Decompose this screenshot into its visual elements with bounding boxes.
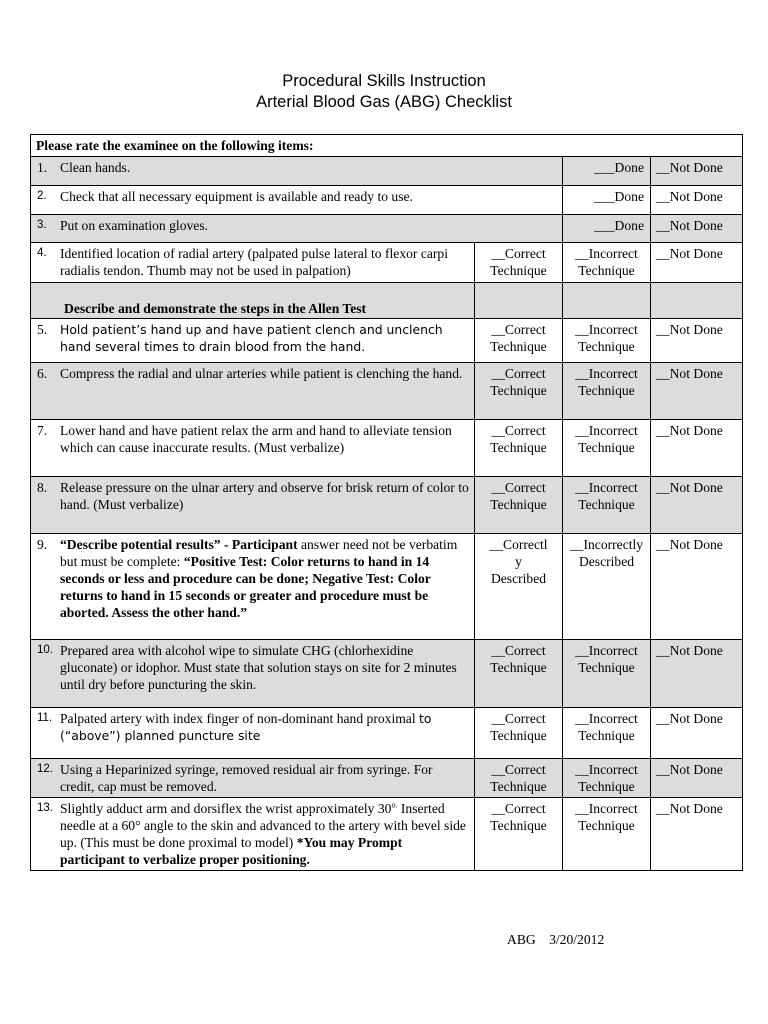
done-option[interactable]: ___Done <box>563 157 651 186</box>
item-text <box>31 186 563 215</box>
option-label: Technique <box>578 383 635 398</box>
title-line-1: Procedural Skills Instruction <box>282 72 486 90</box>
item-description: answer need not be verbatim but must be complete: <box>60 537 458 569</box>
option-label: __Correctl <box>489 537 548 552</box>
footer <box>507 932 604 948</box>
item-text <box>31 534 475 640</box>
not-done-option[interactable]: __Not Done <box>651 243 743 283</box>
incorrect-option[interactable] <box>563 319 651 363</box>
item-number: 8. <box>37 480 48 495</box>
incorrect-option[interactable] <box>563 534 651 640</box>
item-description: Check that all necessary equipment is available and ready to use. <box>60 189 413 204</box>
item-number: 12. <box>37 763 53 775</box>
option-label: Technique <box>578 497 635 512</box>
item-description-bold: “Describe potential results” - Participant <box>60 537 298 552</box>
item-description: Release pressure on the ulnar artery and observe for brisk return of color to hand. (Must verbalize) <box>60 480 469 512</box>
item-description: Hold patient’s hand up and have patient clench and unclench hand several times to drain blood from the hand. <box>60 322 443 354</box>
not-done-option[interactable]: __Not Done <box>651 157 743 186</box>
correct-option[interactable] <box>475 319 563 363</box>
item-description: Slightly adduct arm and dorsiflex the wrist approximately 30 <box>60 801 392 816</box>
correct-option[interactable] <box>475 243 563 283</box>
footer-date: 3/20/2012 <box>549 932 605 947</box>
item-text <box>31 798 475 871</box>
item-text <box>31 215 563 243</box>
option-label: Technique <box>490 383 547 398</box>
not-done-option[interactable]: __Not Done <box>651 186 743 215</box>
item-description-bold: *You may Prompt participant to verbalize proper positioning. <box>60 835 403 867</box>
option-label: __Correct <box>491 762 546 777</box>
checklist-table <box>30 134 743 871</box>
option-label: __Correct <box>491 366 546 381</box>
option-label: Technique <box>578 339 635 354</box>
item-text <box>31 319 475 363</box>
not-done-option[interactable]: __Not Done <box>651 319 743 363</box>
table-row <box>31 319 743 363</box>
item-text <box>31 640 475 708</box>
empty-cell <box>651 283 743 319</box>
option-label: Technique <box>490 339 547 354</box>
table-row <box>31 534 743 640</box>
option-label: Technique <box>490 728 547 743</box>
option-label: Technique <box>578 728 635 743</box>
item-description: Put on examination gloves. <box>60 218 209 233</box>
item-text <box>31 363 475 420</box>
not-done-option[interactable]: __Not Done <box>651 420 743 477</box>
incorrect-option[interactable] <box>563 363 651 420</box>
incorrect-option[interactable] <box>563 477 651 534</box>
item-text <box>31 708 475 759</box>
correct-option[interactable] <box>475 363 563 420</box>
item-description: Compress the radial and ulnar arteries while patient is clenching the hand. <box>60 366 463 381</box>
incorrect-option[interactable] <box>563 798 651 871</box>
option-label: __Correct <box>491 480 546 495</box>
item-description: Clean hands. <box>60 160 131 175</box>
item-number: 4. <box>37 247 47 259</box>
incorrect-option[interactable] <box>563 640 651 708</box>
option-label: Described <box>490 571 547 586</box>
option-label: __Incorrect <box>575 366 638 381</box>
incorrect-option[interactable] <box>563 420 651 477</box>
option-label: Technique <box>490 660 547 675</box>
not-done-option[interactable]: __Not Done <box>651 215 743 243</box>
item-description: Using a Heparinized syringe, removed residual air from syringe. For credit, cap must be removed. <box>60 762 433 794</box>
option-label: Technique <box>490 779 547 794</box>
item-text <box>31 420 475 477</box>
option-label: __Correct <box>491 801 546 816</box>
option-label: __Correct <box>491 711 546 726</box>
not-done-option[interactable]: __Not Done <box>651 363 743 420</box>
correct-option[interactable] <box>475 708 563 759</box>
option-label: Technique <box>578 440 635 455</box>
option-label: __Correct <box>491 246 546 261</box>
item-number: 2. <box>37 190 47 202</box>
not-done-option[interactable]: __Not Done <box>651 798 743 871</box>
item-number: 1. <box>37 160 48 175</box>
not-done-option[interactable]: __Not Done <box>651 640 743 708</box>
table-row <box>31 157 743 186</box>
option-label: __Correct <box>491 322 546 337</box>
correct-option[interactable] <box>475 420 563 477</box>
item-number: 5. <box>37 322 48 337</box>
correct-option[interactable] <box>475 534 563 640</box>
empty-cell <box>563 283 651 319</box>
option-label: __Incorrect <box>575 643 638 658</box>
option-label: __Correct <box>491 643 546 658</box>
table-row <box>31 477 743 534</box>
correct-option[interactable] <box>475 759 563 798</box>
option-label: __Correct <box>491 423 546 438</box>
not-done-option[interactable]: __Not Done <box>651 708 743 759</box>
item-description: to (“above”) planned puncture site <box>60 711 432 743</box>
item-description: Lower hand and have patient relax the arm and hand to alleviate tension which can cause inaccurate results. (Must verbalize) <box>60 423 452 455</box>
option-label: __Incorrect <box>575 711 638 726</box>
incorrect-option[interactable] <box>563 708 651 759</box>
table-row <box>31 363 743 420</box>
item-description: Inserted needle at a 60° angle to the skin and advanced to the artery with bevel side up. (This must be done proximal to model) <box>60 801 466 850</box>
not-done-option[interactable]: __Not Done <box>651 534 743 640</box>
table-row <box>31 215 743 243</box>
option-label: __Incorrectly <box>569 537 644 552</box>
table-row <box>31 759 743 798</box>
item-description-bold: “Positive Test: Color returns to hand in 14 seconds or less and procedure can be done; Negative Test: Color returns to hand in 15 seconds or greater and procedure must be aborted. Assess the other hand.” <box>60 554 431 620</box>
item-text <box>31 157 563 186</box>
option-label: Technique <box>578 818 635 833</box>
empty-cell <box>475 283 563 319</box>
option-label: Technique <box>490 497 547 512</box>
item-text <box>31 243 475 283</box>
item-text <box>31 759 475 798</box>
option-label: __Incorrect <box>575 762 638 777</box>
table-row <box>31 708 743 759</box>
header-text: Please rate the examinee on the following items: <box>31 135 743 157</box>
option-label: __Incorrect <box>575 322 638 337</box>
footer-code: ABG <box>507 932 536 947</box>
item-number: 7. <box>37 423 48 438</box>
option-label: __Incorrect <box>575 423 638 438</box>
item-description: Palpated artery with index finger of non-dominant hand proximal <box>60 711 420 726</box>
table-row <box>31 420 743 477</box>
done-option[interactable]: ___Done <box>563 186 651 215</box>
correct-option[interactable] <box>475 640 563 708</box>
option-label: Technique <box>578 779 635 794</box>
done-option[interactable]: ___Done <box>563 215 651 243</box>
incorrect-option[interactable] <box>563 759 651 798</box>
table-row <box>31 243 743 283</box>
section-row <box>31 283 743 319</box>
table-row <box>31 640 743 708</box>
item-description: Prepared area with alcohol wipe to simulate CHG (chlorhexidine gluconate) or idophor. Must state that solution stays on site for 2 minutes until dry before puncturing the skin. <box>60 643 457 692</box>
table-row <box>31 186 743 215</box>
option-label: Described <box>578 554 635 569</box>
option-label: Technique <box>490 263 547 278</box>
option-label: __Incorrect <box>575 246 638 261</box>
option-label: Technique <box>490 818 547 833</box>
item-number: 6. <box>37 366 48 381</box>
not-done-option[interactable]: __Not Done <box>651 477 743 534</box>
option-label: __Incorrect <box>575 801 638 816</box>
not-done-option[interactable]: __Not Done <box>651 759 743 798</box>
table-row <box>31 798 743 871</box>
option-label: Technique <box>578 660 635 675</box>
item-description: Identified location of radial artery (palpated pulse lateral to flexor carpi radialis tendon. Thumb may not be used in palpation) <box>60 246 448 278</box>
item-number: 13. <box>37 802 53 814</box>
option-label: Technique <box>490 440 547 455</box>
option-label: y <box>515 554 522 569</box>
section-title: Describe and demonstrate the steps in the Allen Test <box>31 283 475 319</box>
correct-option[interactable] <box>475 477 563 534</box>
header-row <box>31 135 743 157</box>
correct-option[interactable] <box>475 798 563 871</box>
item-number: 11. <box>37 712 53 724</box>
option-label: Technique <box>578 263 635 278</box>
item-text <box>31 477 475 534</box>
item-number: 3. <box>37 219 47 231</box>
item-superscript: o. <box>391 800 398 810</box>
title-line-2: Arterial Blood Gas (ABG) Checklist <box>256 93 512 111</box>
item-number: 9. <box>37 537 48 552</box>
option-label: __Incorrect <box>575 480 638 495</box>
item-number: 10. <box>37 644 53 656</box>
incorrect-option[interactable] <box>563 243 651 283</box>
